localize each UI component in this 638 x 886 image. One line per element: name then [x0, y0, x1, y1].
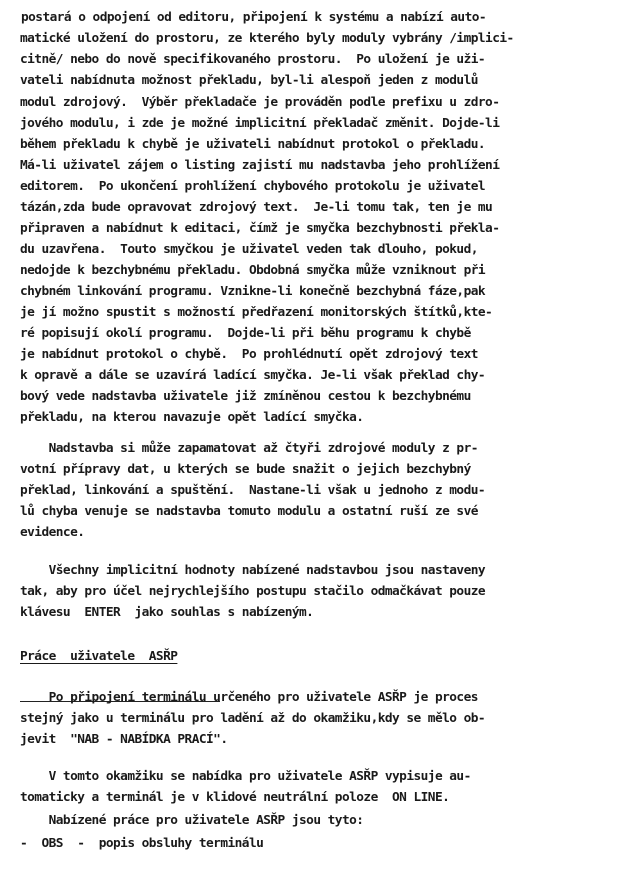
text-line: vateli nabídnuta možnost překladu, byl-li alespoň jeden z modulů [20, 73, 478, 88]
text-line: tázán,zda bude opravovat zdrojový text. Je-li tomu tak, ten je mu [20, 200, 493, 215]
text-line: bový vede nadstavba uživatele již zmíněnou cestou k bezchybnému [20, 389, 471, 404]
text-line: du uzavřena. Touto smyčkou je uživatel veden tak dlouho, pokud, [20, 242, 478, 257]
text-line: postará o odpojení od editoru, připojení k systému a nabízí auto- [21, 10, 487, 25]
text-line: editorem. Po ukončení prohlížení chybového protokolu je uživatel [20, 179, 486, 194]
section-heading: Práce uživatele ASŘP [20, 649, 178, 664]
text-line: překladu, na kterou navazuje opět ladící smyčka. [20, 410, 364, 425]
text-line: lů chyba venuje se nadstavba tomuto modulu a ostatní ruší ze své [20, 504, 478, 519]
list-item: - OBS - popis obsluhy terminálu [20, 836, 264, 851]
text-line: tak, aby pro účel nejrychlejšího postupu stačilo odmačkávat pouze [20, 584, 486, 599]
text-line: během překladu k chybě je uživateli nabídnut protokol o překladu. [20, 137, 486, 152]
text-line: jevit "NAB - NABÍDKA PRACÍ". [20, 732, 228, 747]
text-line: připraven a nabídnut k editaci, čímž je smyčka bezchybnosti překla- [20, 221, 500, 236]
text-line: jového modulu, i zde je možné implicitní překladač změnit. Dojde-li [20, 116, 500, 131]
text-line: modul zdrojový. Výběr překladače je prováděn podle prefixu u zdro- [20, 95, 500, 110]
text-line: Nabízené práce pro uživatele ASŘP jsou tyto: [20, 813, 364, 828]
text-line: k opravě a dále se uzavírá ladící smyčka. Je-li však překlad chy- [20, 368, 486, 383]
text-line: je jí možno spustit s možností předřazení monitorských štítků,kte- [20, 305, 493, 320]
text-line: ré popisují okolí programu. Dojde-li při běhu programu k chybě [20, 326, 471, 341]
text-line: V tomto okamžiku se nabídka pro uživatele ASŘP vypisuje au- [20, 769, 471, 784]
text-line: klávesu ENTER jako souhlas s nabízeným. [20, 605, 314, 620]
text-line: evidence. [20, 525, 85, 540]
text-line: překlad, linkování a spuštění. Nastane-li však u jednoho z modu- [20, 483, 486, 498]
text-line: Po připojení terminálu určeného pro uživatele ASŘP je proces [20, 690, 478, 705]
text-line: matické uložení do prostoru, ze kterého byly moduly vybrány /implici- [20, 31, 514, 46]
text-line: Všechny implicitní hodnoty nabízené nadstavbou jsou nastaveny [20, 563, 486, 578]
text-line: Nadstavba si může zapamatovat až čtyři zdrojové moduly z pr- [20, 441, 478, 456]
text-line: citně/ nebo do nově specifikovaného prostoru. Po uložení je uži- [20, 52, 486, 67]
text-line: nedojde k bezchybnému překladu. Obdobná smyčka může vzniknout při [20, 263, 486, 278]
text-line: chybném linkování programu. Vznikne-li konečně bezchybná fáze,pak [20, 284, 486, 299]
text-line: je nabídnut protokol o chybě. Po prohlédnutí opět zdrojový text [20, 347, 478, 362]
text-line: tomaticky a terminál je v klidové neutrální poloze ON LINE. [20, 790, 450, 805]
text-line: Má-li uživatel zájem o listing zajistí mu nadstavba jeho prohlížení [20, 158, 500, 173]
text-line: stejný jako u terminálu pro ladění až do okamžiku,kdy se mělo ob- [20, 711, 486, 726]
text-line: votní přípravy dat, u kterých se bude snažit o jejich bezchybný [20, 462, 471, 477]
